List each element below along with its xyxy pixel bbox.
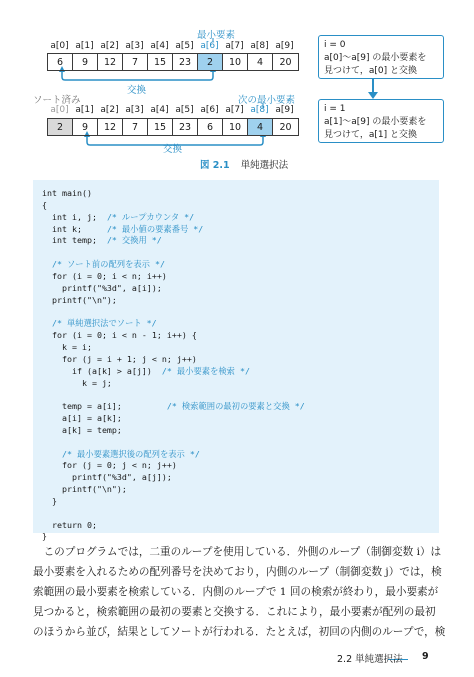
sorted-label: ソート済み bbox=[33, 95, 81, 106]
array-cell: 12 bbox=[98, 119, 123, 135]
code-line: } bbox=[42, 495, 57, 506]
array-cell: 4 bbox=[248, 54, 273, 70]
code-line: { bbox=[42, 199, 47, 210]
array-cell: 2 bbox=[198, 54, 223, 70]
code-line bbox=[42, 259, 439, 271]
array-index-label: a[2] bbox=[100, 41, 119, 51]
code-comment: /* 交換用 */ bbox=[106, 235, 162, 246]
swap-label-2: 交換 bbox=[163, 144, 183, 155]
code-comment: /* 最小要素選択後の配列を表示 */ bbox=[61, 448, 200, 459]
code-line: printf("%3d", a[j]); bbox=[42, 472, 172, 483]
box2-line2: a[1]〜a[9] の最小要素を bbox=[324, 117, 427, 127]
array-cell: 20 bbox=[279, 56, 292, 68]
array-index-label: a[2] bbox=[100, 105, 119, 115]
code-listing bbox=[33, 180, 439, 542]
array-cell: 10 bbox=[223, 54, 248, 70]
swap-label-1: 交換 bbox=[127, 85, 147, 96]
figure-number: 図 2.1 bbox=[200, 160, 230, 171]
code-line: for (j = i + 1; j < n; j++) bbox=[42, 353, 197, 364]
explanation-box-i0 bbox=[318, 35, 444, 79]
array-cell: 7 bbox=[123, 119, 148, 135]
array-cell: 15 bbox=[148, 54, 173, 70]
box2-line3: 見つけて，a[1] と交換 bbox=[324, 130, 417, 140]
code-line: return 0; bbox=[42, 519, 97, 530]
array-cell: 23 bbox=[173, 54, 198, 70]
code-comment: /* ループカウンタ */ bbox=[106, 211, 195, 222]
footer-section: 2.2 単純選択法 bbox=[337, 654, 403, 665]
code-line: int k; /* 最小値の要素番号 */ bbox=[42, 223, 204, 234]
array-index-label: a[4] bbox=[150, 41, 169, 51]
array-index-label: a[5] bbox=[175, 105, 194, 115]
body-paragraph bbox=[33, 542, 446, 642]
code-line: for (j = 0; j < n; j++) bbox=[42, 460, 177, 471]
array-index-label: a[1] bbox=[75, 105, 94, 115]
page-number: 9 bbox=[422, 651, 429, 662]
code-line: printf("%3d", a[i]); bbox=[42, 282, 162, 293]
array-index-label: a[4] bbox=[150, 105, 169, 115]
array-index-label: a[8] bbox=[250, 41, 269, 51]
array-index-label: a[3] bbox=[125, 41, 144, 51]
paragraph-line: このプログラムでは，二重のループを使用している．外側のループ（制御変数 i）は bbox=[33, 546, 442, 558]
code-line bbox=[42, 449, 439, 461]
code-line: for (i = 0; i < n - 1; i++) { bbox=[42, 330, 197, 341]
code-line bbox=[42, 437, 439, 449]
array-cell: 23 bbox=[173, 119, 198, 135]
array-row-before bbox=[47, 53, 299, 71]
array-cell: 6 bbox=[198, 119, 223, 135]
array-index-label: a[9] bbox=[275, 41, 294, 51]
code-comment: /* 検索範囲の最初の要素と交換 */ bbox=[166, 401, 305, 412]
array-index-label: a[8] bbox=[250, 105, 269, 115]
array-index-label: a[7] bbox=[225, 41, 244, 51]
code-line bbox=[42, 306, 439, 318]
paragraph-line: 索範囲の最小要素を検索している．内側のループで 1 回の検索が終わり，最小要素が bbox=[33, 586, 439, 598]
array-cell: 9 bbox=[73, 119, 98, 135]
code-line: for (i = 0; i < n; i++) bbox=[42, 270, 167, 281]
code-line bbox=[42, 247, 439, 259]
code-line: k = i; bbox=[42, 341, 92, 352]
array-index-label: a[5] bbox=[175, 41, 194, 51]
array-index-label: a[1] bbox=[75, 41, 94, 51]
array-index-label: a[6] bbox=[200, 105, 219, 115]
box1-line1: i = 0 bbox=[324, 40, 346, 50]
box1-line3: 見つけて，a[0] と交換 bbox=[324, 66, 417, 76]
code-line: k = j; bbox=[42, 377, 112, 388]
array-index-label: a[7] bbox=[225, 105, 244, 115]
array-cell: 7 bbox=[123, 54, 148, 70]
array-cell: 6 bbox=[48, 54, 73, 70]
code-line bbox=[42, 508, 439, 520]
code-line: printf("\n"); bbox=[42, 294, 117, 305]
array-index-label: a[6] bbox=[200, 41, 219, 51]
next-min-element-label: 次の最小要素 bbox=[238, 95, 296, 106]
box2-line1: i = 1 bbox=[324, 104, 346, 114]
code-line: a[i] = a[k]; bbox=[42, 413, 122, 424]
box1-line2: a[0]〜a[9] の最小要素を bbox=[324, 53, 427, 63]
array-index-label: a[9] bbox=[275, 105, 294, 115]
figure-arrows bbox=[0, 0, 474, 170]
array-index-label: a[0] bbox=[50, 105, 69, 115]
code-line: a[k] = temp; bbox=[42, 424, 122, 435]
code-comment: /* 最小値の要素番号 */ bbox=[106, 223, 204, 234]
min-element-label: 最小要素 bbox=[197, 30, 236, 41]
array-cell: 15 bbox=[148, 119, 173, 135]
paragraph-line: のほうから並び，結果としてソートが行われる．たとえば，初回の内側のループで，検 bbox=[33, 626, 446, 638]
array-index-label: a[0] bbox=[50, 41, 69, 51]
code-line: int i, j; /* ループカウンタ */ bbox=[42, 211, 195, 222]
array-cell: 2 bbox=[48, 119, 73, 135]
array-cell: 20 bbox=[279, 121, 292, 133]
paragraph-line: 最小要素を入れるための配列番号を決めており，内側のループ（制御変数 j）では，検 bbox=[33, 566, 442, 578]
array-row-after bbox=[47, 118, 299, 136]
code-line: int main() bbox=[42, 188, 92, 198]
figure-caption bbox=[200, 157, 288, 171]
code-line bbox=[42, 389, 439, 401]
code-comment: /* 単純選択法でソート */ bbox=[52, 318, 157, 329]
code-line: if (a[k] > a[j]) /* 最小要素を検索 */ bbox=[42, 365, 250, 376]
array-cell: 10 bbox=[223, 119, 248, 135]
code-comment: /* ソート前の配列を表示 */ bbox=[52, 259, 165, 270]
code-line: printf("\n"); bbox=[42, 484, 127, 495]
code-line: } bbox=[42, 531, 47, 542]
array-cell: 4 bbox=[248, 119, 273, 135]
code-line bbox=[42, 318, 439, 330]
array-cell: 9 bbox=[73, 54, 98, 70]
paragraph-line: 見つかると，検索範囲の最初の要素と交換する．これにより，最小要素が配列の最初 bbox=[33, 606, 436, 618]
code-line: int temp; /* 交換用 */ bbox=[42, 235, 162, 246]
explanation-box-i1 bbox=[318, 99, 444, 143]
array-index-label: a[3] bbox=[125, 105, 144, 115]
code-line: temp = a[i]; /* 検索範囲の最初の要素と交換 */ bbox=[42, 401, 305, 412]
figure-title: 単純選択法 bbox=[240, 160, 289, 171]
code-comment: /* 最小要素を検索 */ bbox=[161, 365, 250, 376]
array-cell: 12 bbox=[98, 54, 123, 70]
